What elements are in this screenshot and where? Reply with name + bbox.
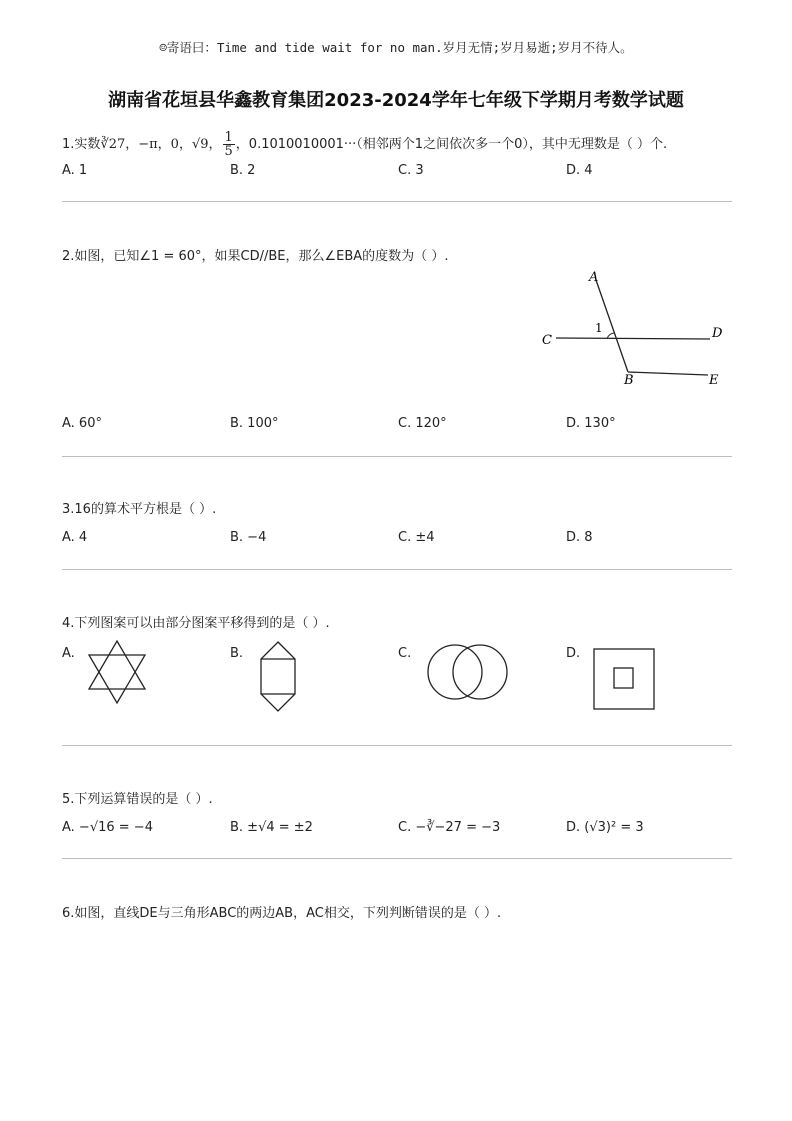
q5-option-d[interactable]: D. (√3)² = 3 [566, 820, 644, 835]
q2-option-b[interactable]: B. 100° [230, 416, 279, 431]
fraction-numerator: 1 [224, 130, 233, 145]
label-e: E [709, 373, 719, 388]
question-2-text: 2.如图，已知∠1 = 60°，如果CD//BE，那么∠EBA的度数为（ ）. [62, 249, 449, 264]
divider [62, 858, 732, 859]
question-1-expr-a: ∛27，−π，0，√9， [100, 137, 222, 152]
q4-option-d[interactable]: D. [566, 646, 581, 661]
q3-option-c[interactable]: C. ±4 [398, 530, 435, 545]
q5-option-a[interactable]: A. −√16 = −4 [62, 820, 153, 835]
fraction-denominator: 5 [224, 144, 233, 159]
question-4-text: 4.下列图案可以由部分图案平移得到的是（ ）. [62, 616, 330, 631]
q1-option-a[interactable]: A. 1 [62, 163, 88, 178]
q3-option-b[interactable]: B. −4 [230, 530, 267, 545]
star-of-david-figure [86, 638, 148, 706]
divider [62, 456, 732, 457]
q2-option-c[interactable]: C. 120° [398, 416, 447, 431]
q3-option-d[interactable]: D. 8 [566, 530, 593, 545]
line-cd [556, 338, 710, 339]
fraction [223, 131, 235, 158]
divider [62, 201, 732, 202]
question-1-lead: 实数 [74, 137, 101, 152]
question-6-text: 6.如图，直线DE与三角形ABC的两边AB，AC相交，下列判断错误的是（ ）. [62, 906, 502, 921]
label-a: A [589, 270, 599, 285]
q2-option-a[interactable]: A. 60° [62, 416, 102, 431]
q5-option-b[interactable]: B. ±√4 = ±2 [230, 820, 313, 835]
question-1-expr-b: ，0.1010010001···（相邻两个1之间依次多一个0），其中无理数是（ ）个. [235, 137, 668, 152]
page-title: 湖南省花垣县华鑫教育集团2023-2024学年七年级下学期月考数学试题 [108, 90, 684, 111]
label-b: B [624, 373, 634, 388]
divider [62, 569, 732, 570]
q1-option-c[interactable]: C. 3 [398, 163, 424, 178]
divider [62, 745, 732, 746]
label-angle-1: 1 [595, 321, 603, 335]
q5-option-c[interactable]: C. −∛−27 = −3 [398, 820, 501, 835]
nested-squares-figure [590, 646, 658, 712]
q4-option-b[interactable]: B. [230, 646, 244, 661]
label-d: D [712, 326, 723, 341]
q4-option-a[interactable]: A. [62, 646, 75, 661]
hexagon-prism-figure [256, 638, 300, 716]
q2-option-d[interactable]: D. 130° [566, 416, 616, 431]
question-1-number: 1. [62, 137, 75, 152]
q3-option-a[interactable]: A. 4 [62, 530, 88, 545]
q4-option-c[interactable]: C. [398, 646, 412, 661]
q1-option-b[interactable]: B. 2 [230, 163, 256, 178]
motto: ☺寄语曰：Time and tide wait for no man.岁月无情;岁月易逝;岁月不待人。 [159, 40, 633, 55]
question-1 [62, 131, 667, 158]
question-5-text: 5.下列运算错误的是（ ）. [62, 792, 213, 807]
q1-option-d[interactable]: D. 4 [566, 163, 593, 178]
line-be [628, 372, 708, 375]
label-c: C [542, 333, 552, 348]
question-3-text: 3.16的算术平方根是（ ）. [62, 502, 217, 517]
overlapping-circles-figure [424, 640, 512, 704]
parallel-lines-figure [536, 262, 736, 392]
